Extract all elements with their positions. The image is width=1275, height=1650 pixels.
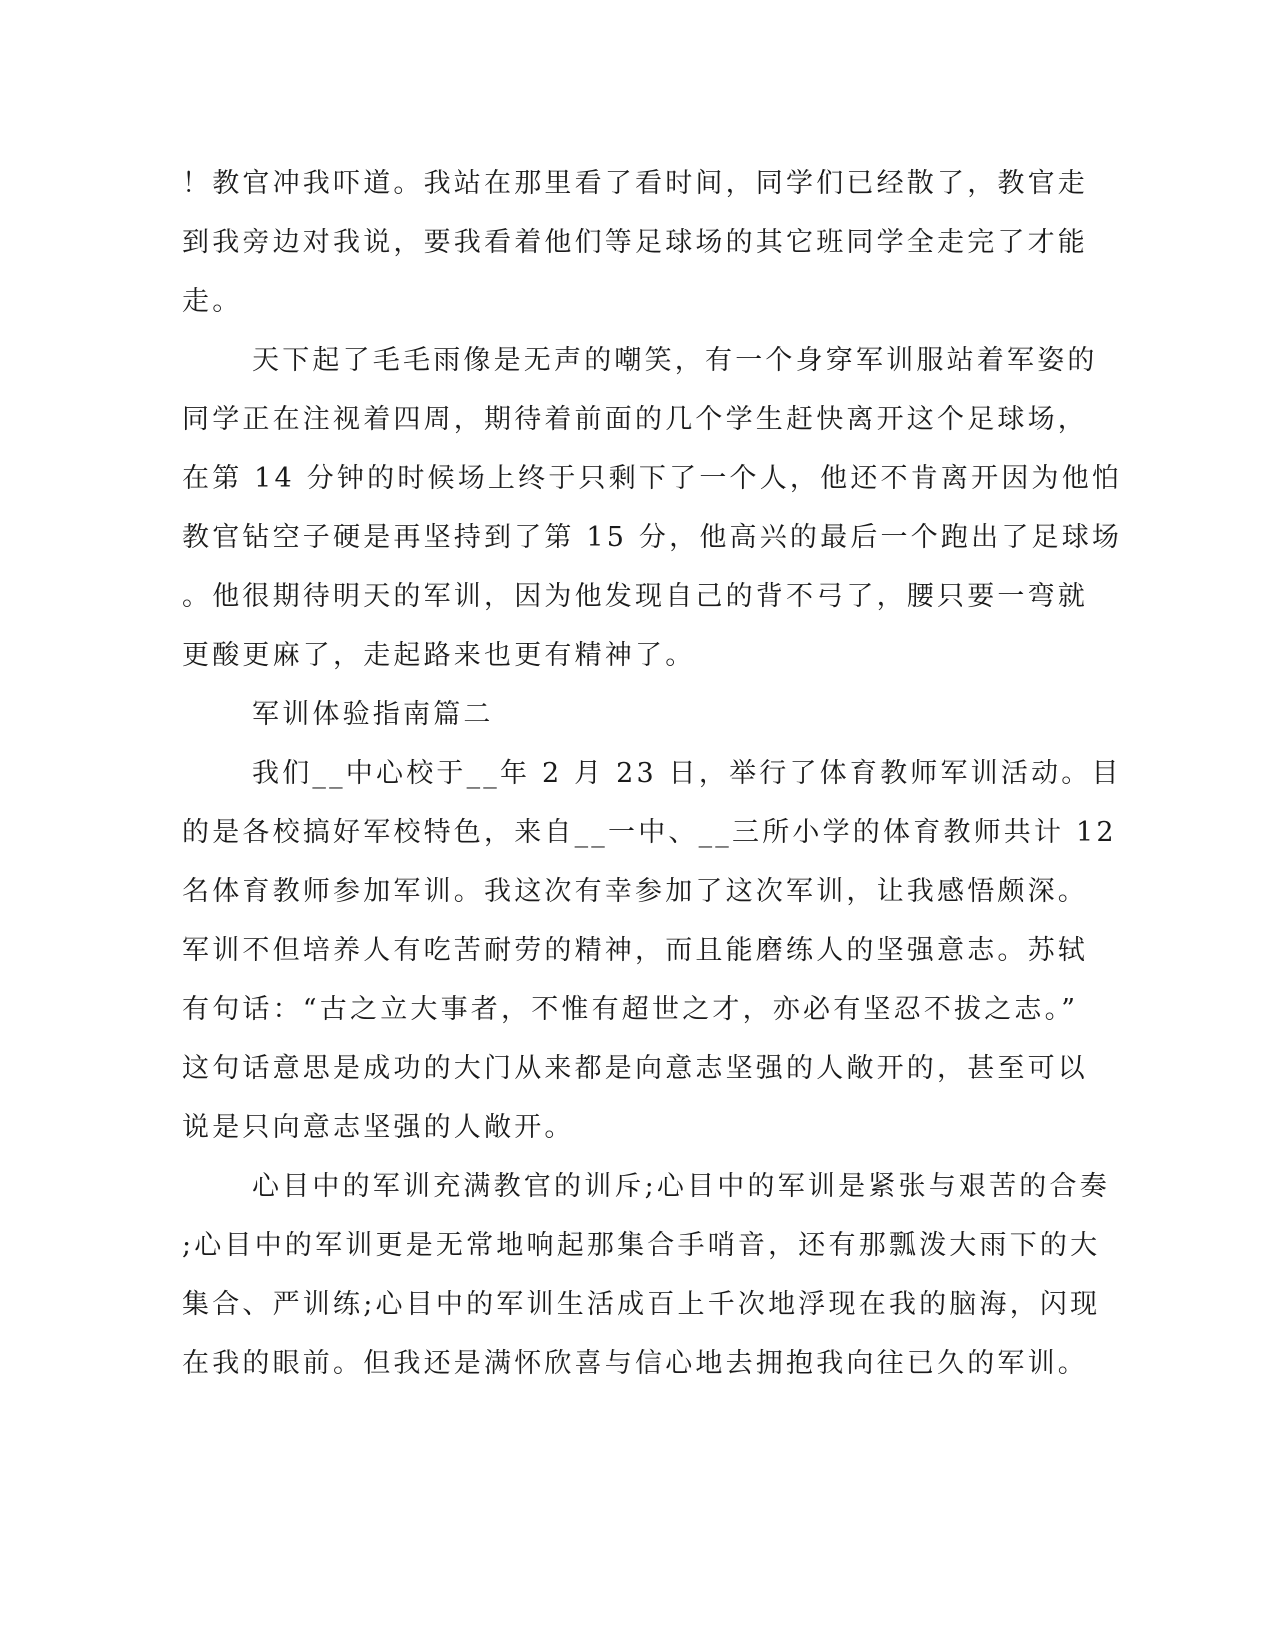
text-line: 在第 14 分钟的时候场上终于只剩下了一个人，他还不肯离开因为他怕 — [182, 463, 1123, 494]
paragraph-first-line: 心目中的军训充满教官的训斥;心目中的军训是紧张与艰苦的合奏 — [252, 1171, 1110, 1202]
text-line: 有句话：“古之立大事者，不惟有超世之才，亦必有坚忍不拔之志。” — [182, 994, 1079, 1025]
text-line: 的是各校搞好军校特色，来自__一中、__三所小学的体育教师共计 12 — [182, 817, 1117, 848]
text-line: 名体育教师参加军训。我这次有幸参加了这次军训，让我感悟颇深。 — [182, 876, 1088, 907]
text-line: 教官钻空子硬是再坚持到了第 15 分，他高兴的最后一个跑出了足球场 — [182, 522, 1123, 553]
text-line: 这句话意思是成功的大门从来都是向意志坚强的人敞开的，甚至可以 — [182, 1053, 1088, 1084]
text-line: 。他很期待明天的军训，因为他发现自己的背不弓了，腰只要一弯就 — [182, 581, 1088, 612]
text-line: ！教官冲我吓道。我站在那里看了看时间，同学们已经散了，教官走 — [182, 168, 1088, 199]
paragraph-first-line: 天下起了毛毛雨像是无声的嘲笑，有一个身穿军训服站着军姿的 — [252, 345, 1098, 376]
paragraph-first-line: 我们__中心校于__年 2 月 23 日，举行了体育教师军训活动。目 — [252, 758, 1122, 789]
text-line: 军训不但培养人有吃苦耐劳的精神，而且能磨练人的坚强意志。苏轼 — [182, 935, 1088, 966]
document-body — [182, 154, 1123, 1393]
paragraph-first-line: 军训体验指南篇二 — [252, 699, 494, 730]
text-line: 集合、严训练;心目中的军训生活成百上千次地浮现在我的脑海，闪现 — [182, 1289, 1101, 1320]
text-line: ;心目中的军训更是无常地响起那集合手哨音，还有那瓢泼大雨下的大 — [182, 1230, 1101, 1261]
text-line: 说是只向意志坚强的人敞开。 — [182, 1112, 575, 1143]
text-line: 在我的眼前。但我还是满怀欣喜与信心地去拥抱我向往已久的军训。 — [182, 1348, 1088, 1379]
text-line: 走。 — [182, 286, 243, 317]
text-line: 到我旁边对我说，要我看着他们等足球场的其它班同学全走完了才能 — [182, 227, 1088, 258]
text-line: 更酸更麻了，走起路来也更有精神了。 — [182, 640, 696, 671]
text-line: 同学正在注视着四周，期待着前面的几个学生赶快离开这个足球场， — [182, 404, 1088, 435]
